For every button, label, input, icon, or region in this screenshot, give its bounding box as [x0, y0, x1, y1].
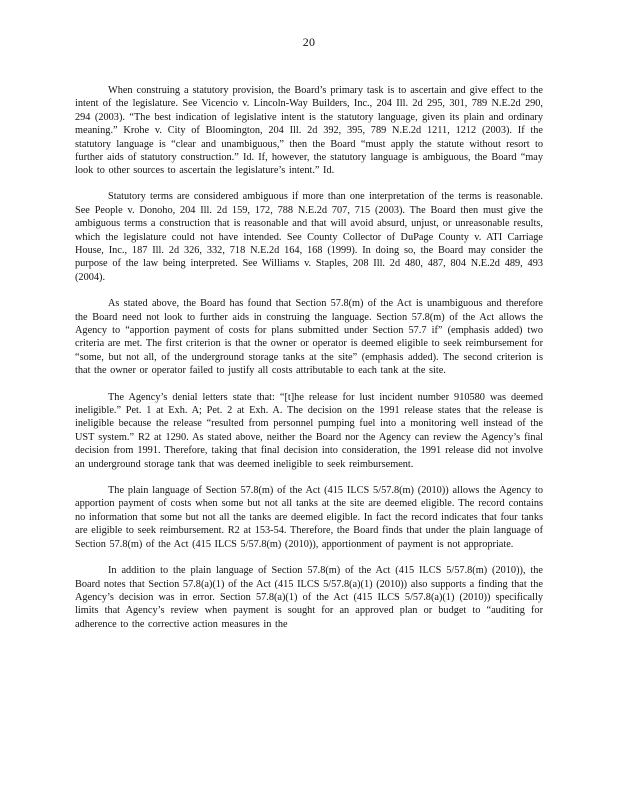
paragraph-section-57-8m-criteria: As stated above, the Board has found that Section 57.8(m) of the Act is unambiguous and therefore the Board need not look to further aids in construing the language. Section 57.8(m) of the Act allows the Agency to “apportion payment of costs for plans submitted under Section 57.7 if” (emphasis added) two criteria are met. The first criterion is that the owner or operator is deemed eligible to seek reimbursement for “some, but not all, of the underground storage tanks at the site” (emphasis added). The second criterion is that the owner or operator failed to justify all costs attributable to each tank at the site.: [75, 298, 543, 377]
paragraph-ambiguous-terms: Statutory terms are considered ambiguous if more than one interpretation of the terms is reasonable. See People v. Donoho, 204 Ill. 2d 159, 172, 788 N.E.2d 707, 715 (2003). The Board then must give the ambiguous terms a construction that is reasonable and that will avoid absurd, unjust, or unreasonable results, which the legislature could not have intended. See County Collector of DuPage County v. ATI Carriage House, Inc., 187 Ill. 2d 326, 332, 718 N.E.2d 164, 168 (1999). In doing so, the Board may consider the purpose of the law being interpreted. See Williams v. Staples, 208 Ill. 2d 480, 487, 804 N.E.2d 489, 493 (2004).: [75, 191, 543, 283]
body-text: [75, 84, 543, 644]
paragraph-statutory-construction: When construing a statutory provision, the Board’s primary task is to ascertain and give effect to the intent of the legislature. See Vicencio v. Lincoln-Way Builders, Inc., 204 Ill. 2d 295, 301, 789 N.E.2d 290, 294 (2003). “The best indication of legislative intent is the statutory language, given its plain and ordinary meaning.” Krohe v. City of Bloomington, 204 Ill. 2d 392, 395, 789 N.E.2d 1211, 1212 (2003). If the statutory language is “clear and unambiguous,” then the Board “must apply the statute without resort to further aids of statutory construction.” Id. If, however, the statutory language is ambiguous, the Board “may look to other sources to ascertain the legislature’s intent.” Id.: [75, 85, 543, 177]
paragraph-plain-language: The plain language of Section 57.8(m) of the Act (415 ILCS 5/57.8(m) (2010)) allows the Agency to apportion payment of costs when some but not all tanks at the site are deemed eligible. The record contains no information that some but not all the tanks are deemed eligible. In fact the record indicates that four tanks are eligible to seek reimbursement. R2 at 153-54. Therefore, the Board finds that under the plain language of Section 57.8(m) of the Act (415 ILCS 5/57.8(m) (2010)), apportionment of payment is not appropriate.: [75, 485, 543, 550]
paragraph-section-57-8a1: In addition to the plain language of Section 57.8(m) of the Act (415 ILCS 5/57.8(m) (2010)), the Board notes that Section 57.8(a)(1) of the Act (415 ILCS 5/57.8(a)(1) (2010)) also supports a finding that the Agency’s decision was in error. Section 57.8(a)(1) of the Act (415 ILCS 5/57.8(a)(1) (2010)) specifically limits that Agency’s review when payment is sought for an approved plan or budget to “auditing for adherence to the corrective action measures in the: [75, 565, 543, 630]
page-number: 20: [302, 35, 316, 49]
paragraph-agency-denial-letters: The Agency’s denial letters state that: “[t]he release for lust incident number 910580 was deemed ineligible.” Pet. 1 at Exh. A; Pet. 2 at Exh. A. The decision on the 1991 release states that the release is ineligible because the release “resulted from personnel pumping fuel into a monitoring well instead of the UST system.” R2 at 1290. As stated above, neither the Board nor the Agency can review the Agency’s final decision from 1991. Therefore, taking that final decision into consideration, the 1991 release did not involve an underground storage tank that was deemed ineligible to seek reimbursement.: [75, 391, 543, 470]
